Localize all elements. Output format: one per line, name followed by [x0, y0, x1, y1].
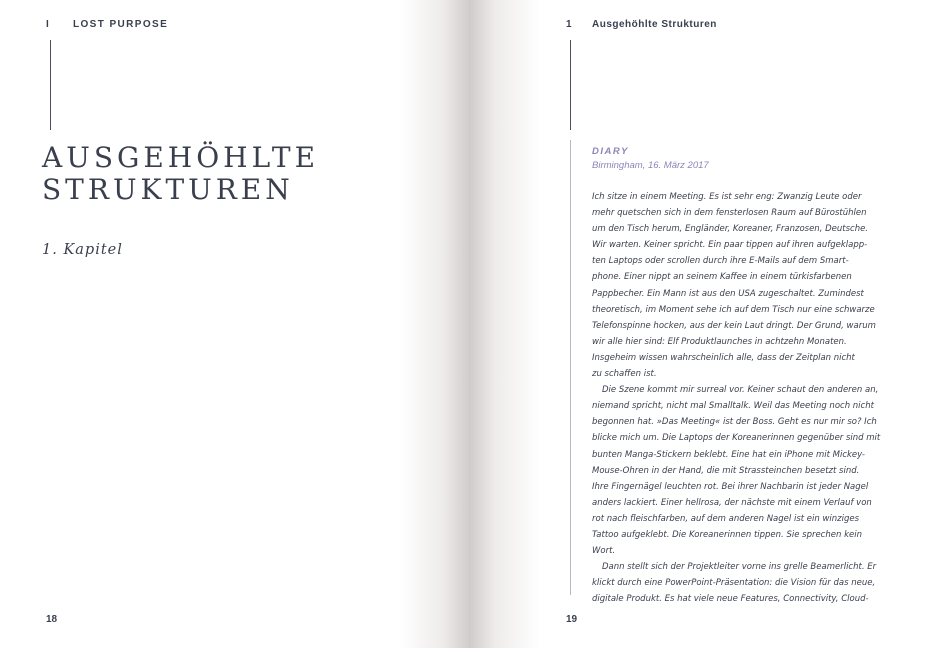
body-line: blicke mich um. Die Laptops der Koreanerinnen gegenüber sind mit: [592, 433, 881, 444]
right-running-header-title: Ausgehöhlte Strukturen: [592, 19, 717, 30]
body-line: um den Tisch herum, Engländer, Koreaner, Franzosen, Deutsche.: [592, 224, 869, 235]
body-line: phone. Einer nippt an seinem Kaffee in einem türkisfarbenen: [592, 272, 852, 283]
body-line: rot nach fleischfarben, auf dem anderen Nagel ist ein winziges: [592, 513, 860, 524]
right-page-number: 19: [566, 614, 578, 625]
body-line: niemand spricht, nicht mal Smalltalk. Weil das Meeting noch nicht: [592, 401, 874, 412]
body-line: Dann stellt sich der Projektleiter vorne ins grelle Beamerlicht. Er: [602, 562, 877, 573]
body-line: Die Szene kommt mir surreal vor. Keiner schaut den anderen an,: [602, 385, 879, 396]
diary-place-date: Birmingham, 16. März 2017: [592, 160, 709, 171]
diary-label: DIARY: [592, 146, 629, 157]
body-line: ten Laptops oder scrollen durch ihre E-Mails auf dem Smart-: [592, 256, 849, 267]
body-line: Insgeheim wissen wahrscheinlich alle, dass der Zeitplan nicht: [592, 352, 855, 363]
body-line: Wort.: [592, 546, 616, 557]
chapter-subtitle: 1. Kapitel: [42, 242, 123, 258]
chapter-title-line-2: STRUKTUREN: [42, 173, 294, 206]
left-page-number: 18: [46, 614, 58, 625]
right-vertical-rule-top: [570, 40, 571, 130]
body-line: zu schaffen ist.: [592, 369, 657, 380]
book-gutter-shadow: [400, 0, 540, 648]
body-line: klickt durch eine PowerPoint-Präsentation: die Vision für das neue,: [592, 578, 876, 589]
body-line: Mouse-Ohren in der Hand, die mit Strassteinchen besetzt sind.: [592, 465, 860, 476]
body-line: anders lackiert. Einer hellrosa, der nächste mit einem Verlauf von: [592, 497, 872, 508]
body-line: theoretisch, im Moment sehe ich auf dem Tisch nur eine schwarze: [592, 304, 875, 315]
body-line: Wir warten. Keiner spricht. Ein paar tippen auf ihren aufgeklapp-: [592, 240, 868, 251]
body-text: [592, 189, 884, 607]
left-running-header-number: I: [46, 19, 50, 30]
chapter-title-line-1: AUSGEHÖHLTE: [42, 141, 320, 174]
body-line: Ich sitze in einem Meeting. Es ist sehr eng: Zwanzig Leute oder: [592, 192, 862, 202]
left-vertical-rule: [50, 40, 51, 130]
body-line: Pappbecher. Ein Mann ist aus den USA zugeschaltet. Zumindest: [592, 288, 864, 299]
body-line: Telefonspinne hocken, aus der kein Laut dringt. Der Grund, warum: [592, 320, 876, 331]
body-line: wir alle hier sind: Elf Produktlaunches in achtzehn Monaten.: [592, 336, 847, 347]
body-line: Ihre Fingernägel leuchten rot. Bei ihrer Nachbarin ist jeder Nagel: [592, 481, 869, 492]
body-line: bunten Manga-Stickern beklebt. Eine hat ein iPhone mit Mickey-: [592, 449, 865, 460]
body-line: Tattoo aufgeklebt. Die Koreanerinnen tippen. Sie sprechen kein: [592, 529, 862, 540]
chapter-title: [42, 142, 319, 206]
right-running-header-number: 1: [566, 19, 573, 30]
body-line: begonnen hat. »Das Meeting« ist der Boss. Geht es nur mir so? Ich: [592, 417, 877, 428]
right-vertical-rule-margin: [570, 140, 571, 595]
left-running-header-title: LOST PURPOSE: [73, 19, 169, 30]
body-line: mehr quetschen sich in dem fensterlosen Raum auf Bürostühlen: [592, 208, 867, 219]
body-line: digitale Produkt. Es hat viele neue Features, Connectivity, Cloud-: [592, 594, 869, 605]
